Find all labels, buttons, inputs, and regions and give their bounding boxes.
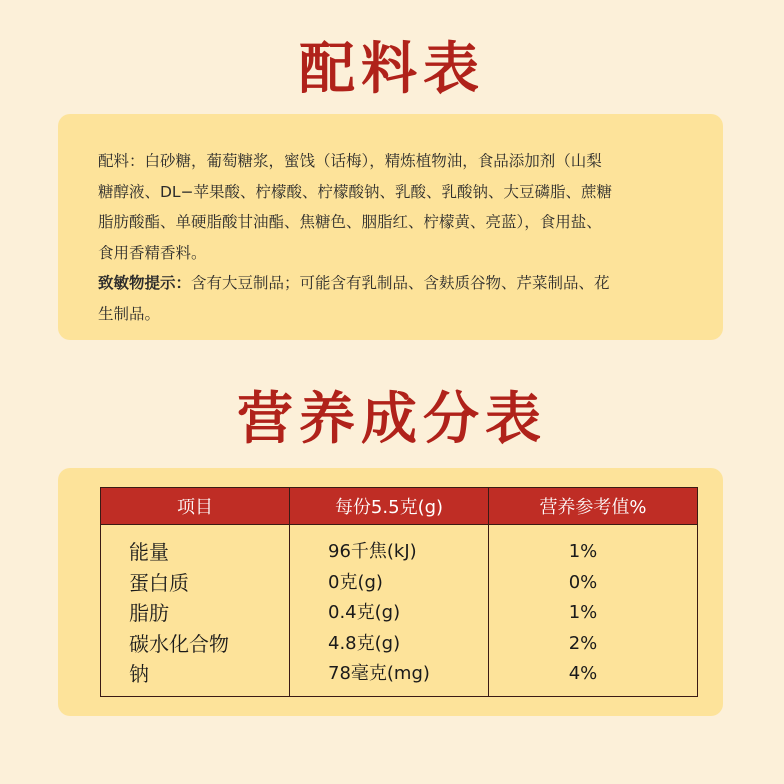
- item-column: [101, 525, 290, 697]
- nutrient-nrv: 4%: [568, 663, 598, 684]
- nutrient-name: 碳水化合物: [129, 631, 229, 656]
- ingredients-line: 脂肪酸酯、单硬脂酸甘油酯、焦糖色、胭脂红、柠檬黄、亮蓝），食用盐、: [98, 213, 602, 231]
- nutrient-amount: 78毫克(mg): [328, 663, 430, 684]
- nutrient-amount: 4.8克(g): [328, 632, 401, 654]
- nutrient-amount: 0.4克(g): [328, 602, 401, 623]
- nutrient-name: 蛋白质: [129, 570, 189, 595]
- ingredients-text: [98, 146, 698, 329]
- ingredients-title: 配料表: [299, 36, 485, 102]
- allergen-text: 含有大豆制品；可能含有乳制品、含麸质谷物、芹菜制品、花: [191, 274, 610, 292]
- ingredients-line: 配料：白砂糖，葡萄糖浆，蜜饯（话梅），精炼植物油，食品添加剂（山梨: [98, 152, 602, 170]
- ingredients-line: 食用香精香料。: [98, 243, 207, 262]
- allergen-line: [98, 268, 698, 299]
- header-item: 项目: [101, 488, 290, 525]
- nutrient-amount: 96千焦(kJ): [328, 541, 417, 562]
- nutrition-header-row: [101, 488, 698, 525]
- allergen-line: 生制品。: [98, 304, 161, 323]
- nutrition-body: [101, 525, 698, 697]
- nutrition-card: [58, 468, 723, 716]
- nutrient-nrv: 0%: [568, 571, 598, 593]
- nutrient-nrv: 1%: [568, 602, 598, 623]
- nutrient-nrv: 1%: [568, 541, 598, 562]
- header-amount: 每份5.5克(g): [290, 488, 489, 525]
- allergen-label: 致敏物提示：: [98, 274, 192, 292]
- ingredients-line: 糖醇液、DL−苹果酸、柠檬酸、柠檬酸钠、乳酸、乳酸钠、大豆磷脂、蔗糖: [98, 182, 613, 201]
- nutrient-name: 脂肪: [129, 601, 169, 625]
- ingredients-card: [58, 114, 723, 340]
- header-nrv: 营养参考值%: [489, 488, 698, 525]
- nutrient-amount: 0克(g): [328, 571, 383, 593]
- nutrient-name: 钠: [129, 662, 149, 686]
- nutrition-title: 营养成分表: [237, 386, 547, 452]
- nutrient-nrv: 2%: [568, 632, 598, 654]
- nutrient-name: 能量: [129, 540, 169, 564]
- amount-column: [290, 525, 489, 697]
- nrv-column: [489, 525, 698, 697]
- nutrition-table: [100, 487, 698, 697]
